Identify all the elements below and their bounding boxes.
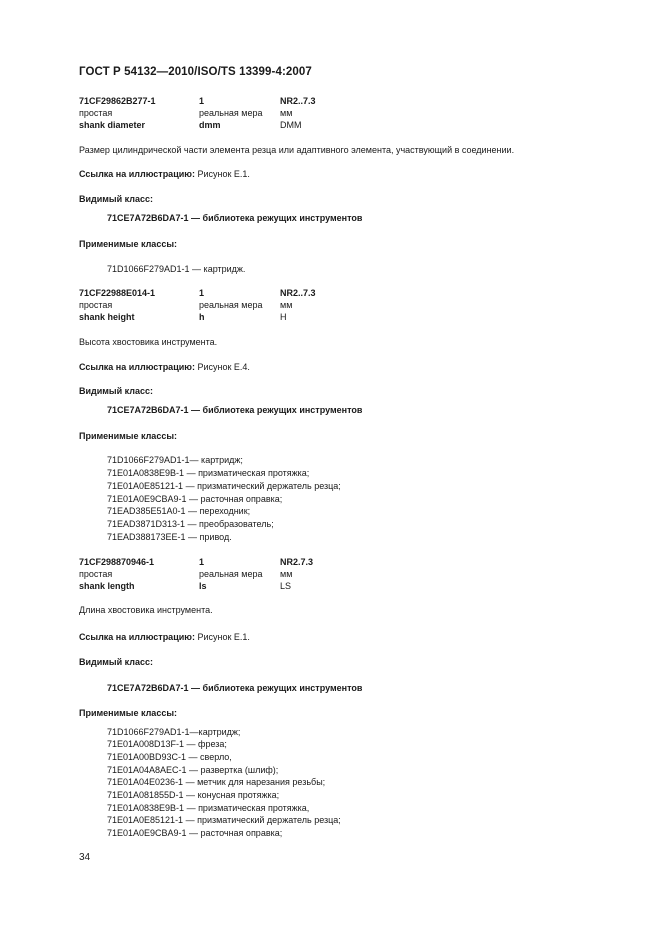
entry-illustration: Ссылка на иллюстрацию: Рисунок Е.1. — [79, 169, 250, 179]
document-header: ГОСТ Р 54132—2010/ISO/TS 13399-4:2007 — [79, 66, 312, 78]
entry-visible-class: 71CE7A72B6DA7-1 — библиотека режущих инструментов — [107, 683, 363, 693]
applicable-item: 71E01A04A8AEC-1 — развертка (шлиф); — [107, 765, 279, 775]
entry-name-en: shank length — [79, 581, 135, 591]
entry-definition: Размер цилиндрической части элемента резца или адаптивного элемента, участвующий в соединении. — [79, 145, 515, 155]
entry-kind: простая — [79, 300, 113, 310]
applicable-item: 71EAD3871D313-1 — преобразователь; — [107, 519, 274, 529]
entry-unit-symbol: LS — [280, 581, 292, 591]
entry-definition: Длина хвостовика инструмента. — [79, 605, 213, 615]
entry-code: 71CF29862B277-1 — [79, 96, 156, 106]
entry-applicable-label: Применимые классы: — [79, 708, 178, 718]
entry-unit: мм — [280, 300, 293, 310]
applicable-item: 71E01A04E0236-1 — метчик для нарезания резьбы; — [107, 777, 326, 787]
entry-visible-class: 71CE7A72B6DA7-1 — библиотека режущих инструментов — [107, 405, 363, 415]
applicable-item: 71D1066F279AD1-1—картридж; — [107, 727, 241, 737]
entry-version: 1 — [199, 96, 205, 106]
entry-visible-class-label: Видимый класс: — [79, 386, 153, 396]
entry-version: 1 — [199, 557, 205, 567]
applicable-item: 71EAD388173EE-1 — привод. — [107, 532, 232, 542]
entry-applicable-label: Применимые классы: — [79, 431, 178, 441]
entry-symbol: ls — [199, 581, 207, 591]
applicable-item: 71E01A081855D-1 — конусная протяжка; — [107, 790, 280, 800]
entry-ref: NR2..7.3 — [280, 96, 316, 106]
entry-name-en: shank diameter — [79, 120, 146, 130]
entry-unit-symbol: H — [280, 312, 287, 322]
applicable-item: 71E01A0838E9B-1 — призматическая протяжка; — [107, 468, 310, 478]
entry-definition: Высота хвостовика инструмента. — [79, 337, 218, 347]
entry-visible-class: 71CE7A72B6DA7-1 — библиотека режущих инструментов — [107, 213, 363, 223]
page-number: 34 — [79, 852, 91, 863]
entry-visible-class-label: Видимый класс: — [79, 657, 153, 667]
entry-illustration: Ссылка на иллюстрацию: Рисунок Е.4. — [79, 362, 250, 372]
entry-name-en: shank height — [79, 312, 135, 322]
applicable-item: 71E01A0838E9B-1 — призматическая протяжка, — [107, 803, 310, 813]
applicable-item: 71E01A00BD93C-1 — сверло, — [107, 752, 232, 762]
entry-symbol: h — [199, 312, 205, 322]
entry-value-type: реальная мера — [199, 108, 263, 118]
entry-visible-class-label: Видимый класс: — [79, 194, 153, 204]
entry-unit: мм — [280, 108, 293, 118]
entry-code: 71CF22988E014-1 — [79, 288, 156, 298]
applicable-item: 71D1066F279AD1-1— картридж; — [107, 455, 243, 465]
entry-applicable-label: Применимые классы: — [79, 239, 178, 249]
applicable-item: 71E01A0E85121-1 — призматический держатель резца; — [107, 815, 341, 825]
entry-illustration: Ссылка на иллюстрацию: Рисунок Е.1. — [79, 632, 250, 642]
entry-value-type: реальная мера — [199, 569, 263, 579]
entry-ref: NR2..7.3 — [280, 288, 316, 298]
entry-version: 1 — [199, 288, 205, 298]
applicable-item: 71E01A0E9CBA9-1 — расточная оправка; — [107, 494, 283, 504]
entry-code: 71CF298870946-1 — [79, 557, 155, 567]
entry-ref: NR2.7.3 — [280, 557, 314, 567]
entry-kind: простая — [79, 569, 113, 579]
entry-symbol: dmm — [199, 120, 221, 130]
entry-unit-symbol: DMM — [280, 120, 302, 130]
applicable-item: 71E01A008D13F-1 — фреза; — [107, 739, 227, 749]
entry-kind: простая — [79, 108, 113, 118]
applicable-item: 71E01A0E9CBA9-1 — расточная оправка; — [107, 828, 283, 838]
applicable-item: 71E01A0E85121-1 — призматический держатель резца; — [107, 481, 341, 491]
entry-value-type: реальная мера — [199, 300, 263, 310]
entry-unit: мм — [280, 569, 293, 579]
applicable-item: 71D1066F279AD1-1 — картридж. — [107, 264, 246, 274]
applicable-item: 71EAD385E51A0-1 — переходник; — [107, 506, 251, 516]
